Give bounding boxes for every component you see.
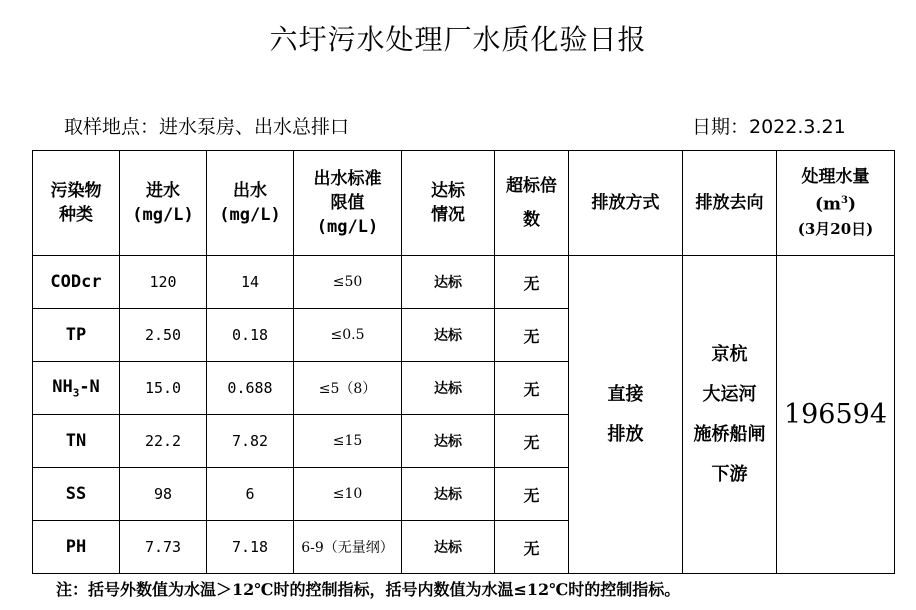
header-status: 达标 情况 (402, 151, 495, 256)
exceed-value: 无 (495, 468, 569, 521)
pollutant-name: PH (33, 521, 120, 574)
header-volume: 处理水量 $(m^3)$ (3月20日) (777, 151, 895, 256)
standard-value: ≤0.5 (294, 309, 402, 362)
exceed-value: 无 (495, 415, 569, 468)
pollutant-name: TP (33, 309, 120, 362)
footnote: 注：括号外数值为水温＞12℃时的控制指标，括号内数值为水温≤12℃时的控制指标。 (56, 580, 681, 599)
effluent-value: 6 (207, 468, 294, 521)
report-date: 日期：2022.3.21 (692, 116, 846, 138)
header-pollutant: 污染物 种类 (33, 151, 120, 256)
effluent-value: 0.18 (207, 309, 294, 362)
standard-value: ≤50 (294, 256, 402, 309)
status-value: 达标 (402, 309, 495, 362)
header-row (33, 151, 895, 256)
effluent-value: 7.82 (207, 415, 294, 468)
effluent-value: 0.688 (207, 362, 294, 415)
pollutant-name: CODcr (33, 256, 120, 309)
header-standard: 出水标准 限值 (mg/L) (294, 151, 402, 256)
standard-value: ≤5（8） (294, 362, 402, 415)
standard-value: ≤10 (294, 468, 402, 521)
header-discharge-direction: 排放去向 (683, 151, 777, 256)
influent-value: 2.50 (120, 309, 207, 362)
status-value: 达标 (402, 415, 495, 468)
status-value: 达标 (402, 362, 495, 415)
header-influent: 进水 (mg/L) (120, 151, 207, 256)
exceed-value: 无 (495, 309, 569, 362)
discharge-method-cell: 直接 排放 (569, 256, 683, 574)
pollutant-name: SS (33, 468, 120, 521)
sampling-site: 取样地点：进水泵房、出水总排口 (64, 116, 350, 138)
exceed-value: 无 (495, 256, 569, 309)
report-title: 六圩污水处理厂水质化验日报 (269, 23, 647, 56)
status-value: 达标 (402, 256, 495, 309)
exceed-value: 无 (495, 362, 569, 415)
standard-value: 6-9（无量纲） (294, 521, 402, 574)
discharge-direction-cell: 京杭 大运河 施桥船闸 下游 (683, 256, 777, 574)
standard-value: ≤15 (294, 415, 402, 468)
status-value: 达标 (402, 468, 495, 521)
table-row (33, 256, 895, 309)
status-value: 达标 (402, 521, 495, 574)
header-exceed: 超标倍 数 (495, 151, 569, 256)
header-effluent: 出水 (mg/L) (207, 151, 294, 256)
influent-value: 15.0 (120, 362, 207, 415)
influent-value: 98 (120, 468, 207, 521)
effluent-value: 7.18 (207, 521, 294, 574)
exceed-value: 无 (495, 521, 569, 574)
influent-value: 7.73 (120, 521, 207, 574)
effluent-value: 14 (207, 256, 294, 309)
header-discharge-method: 排放方式 (569, 151, 683, 256)
volume-value: 196594 (777, 256, 895, 574)
pollutant-name: TN (33, 415, 120, 468)
pollutant-name: $NH_3-N$ (33, 362, 120, 415)
water-quality-table (32, 150, 895, 574)
influent-value: 120 (120, 256, 207, 309)
influent-value: 22.2 (120, 415, 207, 468)
